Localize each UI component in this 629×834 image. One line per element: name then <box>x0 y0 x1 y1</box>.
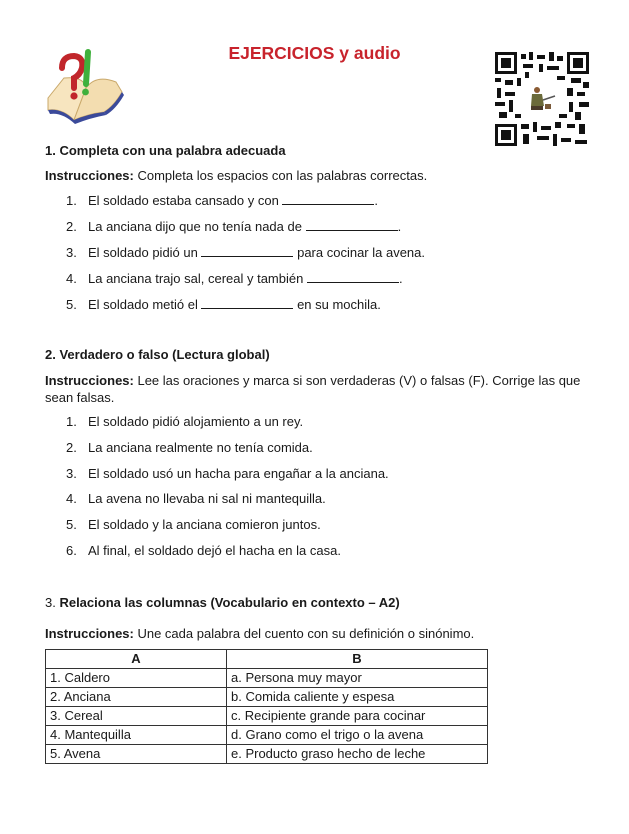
item-number: 5. <box>66 297 77 312</box>
answer-blank[interactable] <box>201 297 293 309</box>
table-row <box>46 745 488 764</box>
item-text: El soldado pidió un <box>88 245 202 260</box>
item-number: 4. <box>66 491 77 506</box>
item-number: 3. <box>66 466 77 481</box>
list-item <box>66 193 378 208</box>
section3-instructions <box>45 625 590 642</box>
list-item <box>66 414 303 429</box>
definition-cell: b. Comida caliente y espesa <box>227 688 488 707</box>
item-number: 2. <box>66 219 77 234</box>
list-item <box>66 440 313 455</box>
answer-blank[interactable] <box>201 245 293 257</box>
list-item <box>66 245 425 260</box>
definition-cell: a. Persona muy mayor <box>227 669 488 688</box>
item-text: para cocinar la avena. <box>293 245 426 260</box>
list-item <box>66 271 403 286</box>
item-number: 6. <box>66 543 77 558</box>
list-item <box>66 297 381 312</box>
item-text: . <box>398 271 403 286</box>
answer-blank[interactable] <box>307 271 399 283</box>
matching-table <box>45 649 488 764</box>
word-cell: 2. Anciana <box>46 688 227 707</box>
column-header-a: A <box>46 650 227 669</box>
table-header-row <box>46 650 488 669</box>
section1-heading: 1. Completa con una palabra adecuada <box>45 143 286 158</box>
item-text: en su mochila. <box>293 297 381 312</box>
word-cell: 5. Avena <box>46 745 227 764</box>
answer-blank[interactable] <box>306 219 398 231</box>
answer-blank[interactable] <box>282 193 374 205</box>
word-cell: 4. Mantequilla <box>46 726 227 745</box>
word-cell: 1. Caldero <box>46 669 227 688</box>
item-text: El soldado y la anciana comieron juntos. <box>88 517 321 532</box>
list-item <box>66 543 341 558</box>
item-text: La anciana trajo sal, cereal y también <box>88 271 307 286</box>
item-number: 1. <box>66 193 77 208</box>
list-item <box>66 491 326 506</box>
item-text: El soldado pidió alojamiento a un rey. <box>88 414 304 429</box>
section2-instructions <box>45 372 590 406</box>
instructions-label: Instrucciones: <box>45 373 134 388</box>
list-item <box>66 466 389 481</box>
instructions-text: Une cada palabra del cuento con su definición o sinónimo. <box>133 626 475 641</box>
item-number: 5. <box>66 517 77 532</box>
table-row <box>46 726 488 745</box>
definition-cell: c. Recipiente grande para cocinar <box>227 707 488 726</box>
item-text: La anciana realmente no tenía comida. <box>88 440 313 455</box>
item-text: . <box>397 219 402 234</box>
section-title: Relaciona las columnas (Vocabulario en contexto – A2) <box>55 595 400 610</box>
item-number: 3. <box>66 245 77 260</box>
definition-cell: e. Producto graso hecho de leche <box>227 745 488 764</box>
section-number: 3. <box>45 595 56 610</box>
item-text: El soldado metió el <box>88 297 202 312</box>
section3-heading <box>45 595 400 610</box>
qr-code-icon[interactable] <box>495 52 589 146</box>
section2-heading: 2. Verdadero o falso (Lectura global) <box>45 347 270 362</box>
instructions-text: Lee las oraciones y marca si son verdaderas (V) o falsas (F). Corrige las que sean falsas. <box>45 373 581 405</box>
item-text: La anciana dijo que no tenía nada de <box>88 219 306 234</box>
word-cell: 3. Cereal <box>46 707 227 726</box>
table-row <box>46 688 488 707</box>
table-row <box>46 707 488 726</box>
table-row <box>46 669 488 688</box>
column-header-b: B <box>227 650 488 669</box>
book-question-exclamation-icon <box>44 48 126 128</box>
item-text: El soldado estaba cansado y con <box>88 193 283 208</box>
item-text: El soldado usó un hacha para engañar a la anciana. <box>88 466 389 481</box>
list-item <box>66 517 321 532</box>
item-number: 4. <box>66 271 77 286</box>
list-item <box>66 219 401 234</box>
item-text: La avena no llevaba ni sal ni mantequilla. <box>88 491 326 506</box>
definition-cell: d. Grano como el trigo o la avena <box>227 726 488 745</box>
item-number: 1. <box>66 414 77 429</box>
page-title: EJERCICIOS y audio <box>228 43 401 63</box>
item-number: 2. <box>66 440 77 455</box>
instructions-text: Completa los espacios con las palabras correctas. <box>133 168 428 183</box>
section1-instructions <box>45 167 590 184</box>
instructions-label: Instrucciones: <box>45 626 134 641</box>
item-text: . <box>374 193 379 208</box>
item-text: Al final, el soldado dejó el hacha en la casa. <box>88 543 341 558</box>
instructions-label: Instrucciones: <box>45 168 134 183</box>
